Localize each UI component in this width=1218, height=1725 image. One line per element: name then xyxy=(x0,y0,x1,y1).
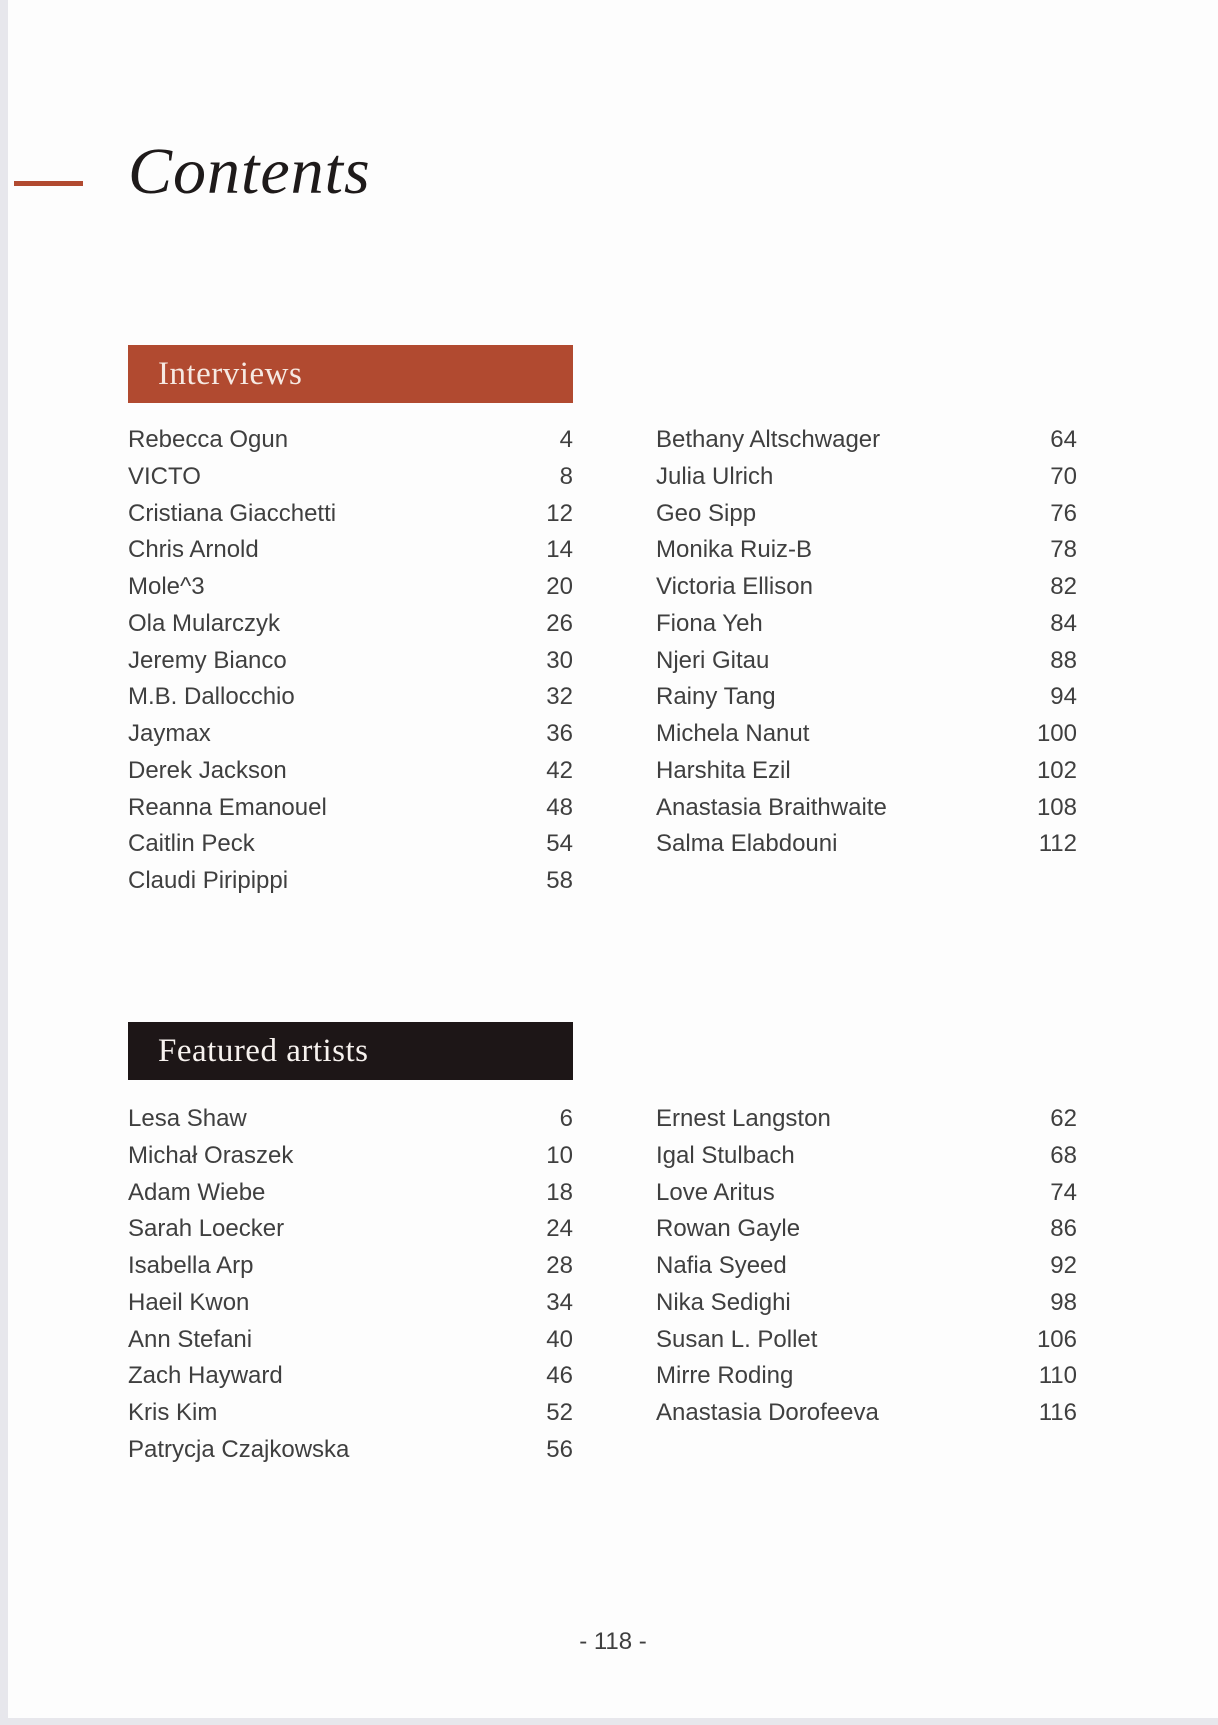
toc-entry xyxy=(128,422,573,459)
toc-column xyxy=(128,1101,573,1469)
toc-entry-name: Anastasia Braithwaite xyxy=(656,793,887,821)
toc-entry-page-number: 6 xyxy=(559,1105,573,1132)
section-entries-interviews xyxy=(128,422,1077,900)
toc-entry xyxy=(656,496,1077,533)
toc-entry-name: Mirre Roding xyxy=(656,1362,794,1390)
toc-entry xyxy=(656,716,1077,753)
toc-entry-page-number: 4 xyxy=(559,426,573,453)
toc-entry xyxy=(656,643,1077,680)
section-title: Interviews xyxy=(158,355,303,392)
toc-entry-name: Monika Ruiz-B xyxy=(656,536,813,564)
toc-entry-name: Ola Mularczyk xyxy=(128,609,281,637)
toc-entry-page-number: 108 xyxy=(1036,793,1077,821)
toc-entry-name: Rowan Gayle xyxy=(656,1215,801,1243)
toc-entry-page-number: 54 xyxy=(546,830,573,858)
toc-entry-page-number: 18 xyxy=(546,1178,573,1206)
toc-entry-page-number: 28 xyxy=(546,1252,573,1279)
toc-entry-name: Nafia Syeed xyxy=(656,1252,787,1279)
section-entries-featured-artists xyxy=(128,1101,1077,1469)
toc-entry xyxy=(128,1138,573,1175)
toc-entry-page-number: 26 xyxy=(546,609,573,637)
toc-entry-name: Nika Sedighi xyxy=(656,1288,791,1316)
toc-entry-name: Njeri Gitau xyxy=(656,646,770,674)
toc-entry-name: Adam Wiebe xyxy=(128,1178,266,1206)
toc-entry-page-number: 56 xyxy=(546,1435,573,1463)
toc-entry-page-number: 84 xyxy=(1050,609,1077,637)
toc-entry-page-number: 92 xyxy=(1050,1252,1077,1279)
toc-entry xyxy=(128,753,573,790)
toc-entry-page-number: 106 xyxy=(1036,1325,1077,1353)
toc-entry-name: Anastasia Dorofeeva xyxy=(656,1399,879,1426)
toc-entry xyxy=(128,790,573,827)
toc-entry-page-number: 48 xyxy=(546,793,573,821)
toc-entry-page-number: 8 xyxy=(559,462,573,490)
toc-entry-name: Michał Oraszek xyxy=(128,1141,294,1169)
toc-entry-page-number: 58 xyxy=(546,867,573,894)
section-title: Featured artists xyxy=(158,1032,369,1069)
toc-entry-page-number: 88 xyxy=(1050,646,1077,674)
toc-entry-name: Haeil Kwon xyxy=(128,1288,250,1316)
toc-entry-name: Harshita Ezil xyxy=(656,756,791,784)
toc-entry-page-number: 110 xyxy=(1038,1362,1077,1390)
toc-entry xyxy=(128,863,573,900)
page-edge-left xyxy=(0,0,8,1725)
page-title: Contents xyxy=(128,135,371,208)
toc-entry-name: Love Aritus xyxy=(656,1178,775,1206)
toc-entry-page-number: 32 xyxy=(546,683,573,711)
toc-entry-page-number: 86 xyxy=(1050,1215,1077,1243)
toc-entry-name: Derek Jackson xyxy=(128,756,287,784)
toc-entry-name: Mole^3 xyxy=(128,573,205,600)
toc-entry xyxy=(656,1395,1077,1432)
toc-entry xyxy=(656,1211,1077,1248)
toc-entry-name: Isabella Arp xyxy=(128,1252,254,1279)
toc-entry-page-number: 34 xyxy=(546,1288,573,1316)
toc-entry-page-number: 112 xyxy=(1038,830,1077,858)
toc-entry xyxy=(656,532,1077,569)
toc-entry-name: Lesa Shaw xyxy=(128,1105,247,1132)
toc-entry xyxy=(656,569,1077,606)
toc-entry-page-number: 74 xyxy=(1050,1178,1077,1206)
toc-entry-name: Jaymax xyxy=(128,720,211,747)
section-header-featured-artists xyxy=(128,1022,573,1080)
toc-entry xyxy=(656,1358,1077,1395)
toc-entry-page-number: 20 xyxy=(546,573,573,600)
toc-entry xyxy=(128,1211,573,1248)
toc-entry-page-number: 46 xyxy=(546,1362,573,1390)
toc-entry-name: M.B. Dallocchio xyxy=(128,683,295,711)
toc-entry-name: Salma Elabdouni xyxy=(656,830,838,858)
toc-entry-page-number: 14 xyxy=(546,536,573,564)
toc-entry-name: Claudi Piripippi xyxy=(128,867,289,894)
toc-entry-page-number: 78 xyxy=(1050,536,1077,564)
toc-entry-name: Michela Nanut xyxy=(656,720,810,747)
toc-entry-name: VICTO xyxy=(128,462,201,490)
toc-entry-page-number: 12 xyxy=(546,499,573,527)
toc-entry xyxy=(128,826,573,863)
toc-entry xyxy=(128,606,573,643)
toc-entry xyxy=(128,1358,573,1395)
toc-entry xyxy=(656,1138,1077,1175)
title-accent-dash xyxy=(14,181,83,186)
toc-entry xyxy=(128,496,573,533)
toc-column xyxy=(656,1101,1077,1469)
toc-entry xyxy=(128,1322,573,1359)
toc-entry xyxy=(128,569,573,606)
toc-column xyxy=(128,422,573,900)
page-edge-bottom xyxy=(0,1718,1218,1725)
toc-entry-name: Reanna Emanouel xyxy=(128,793,327,821)
toc-entry xyxy=(128,1175,573,1212)
toc-entry-name: Fiona Yeh xyxy=(656,609,763,637)
toc-entry xyxy=(128,1101,573,1138)
toc-entry-name: Patrycja Czajkowska xyxy=(128,1435,350,1463)
toc-entry xyxy=(656,1322,1077,1359)
section-featured-artists xyxy=(128,1022,1077,1469)
toc-entry-name: Cristiana Giacchetti xyxy=(128,499,337,527)
toc-entry-page-number: 62 xyxy=(1050,1105,1077,1132)
toc-entry xyxy=(656,459,1077,496)
toc-entry-name: Julia Ulrich xyxy=(656,462,774,490)
toc-entry-page-number: 42 xyxy=(546,756,573,784)
toc-entry-page-number: 116 xyxy=(1038,1399,1077,1426)
toc-column xyxy=(656,422,1077,900)
toc-entry-page-number: 68 xyxy=(1050,1141,1077,1169)
toc-entry-name: Ernest Langston xyxy=(656,1105,831,1132)
toc-entry xyxy=(656,790,1077,827)
toc-entry-name: Geo Sipp xyxy=(656,499,757,527)
toc-entry xyxy=(128,1432,573,1469)
toc-entry-page-number: 52 xyxy=(546,1399,573,1426)
toc-entry xyxy=(128,1395,573,1432)
toc-entry xyxy=(656,753,1077,790)
folio-page-number: - 118 - xyxy=(579,1628,647,1655)
toc-entry-page-number: 64 xyxy=(1050,426,1077,453)
toc-entry-name: Susan L. Pollet xyxy=(656,1325,818,1353)
toc-entry-name: Victoria Ellison xyxy=(656,573,813,600)
toc-entry xyxy=(656,1285,1077,1322)
toc-entry-name: Chris Arnold xyxy=(128,536,259,564)
toc-entry-name: Ann Stefani xyxy=(128,1325,253,1353)
toc-entry-name: Igal Stulbach xyxy=(656,1141,795,1169)
toc-entry-page-number: 76 xyxy=(1050,499,1077,527)
toc-entry xyxy=(128,679,573,716)
toc-entry-page-number: 98 xyxy=(1050,1288,1077,1316)
toc-entry-page-number: 70 xyxy=(1050,462,1077,490)
section-header-interviews xyxy=(128,345,573,403)
toc-entry-name: Rebecca Ogun xyxy=(128,426,289,453)
toc-entry xyxy=(656,1248,1077,1285)
toc-entry xyxy=(128,1285,573,1322)
toc-entry xyxy=(128,643,573,680)
toc-entry xyxy=(656,422,1077,459)
toc-entry-name: Jeremy Bianco xyxy=(128,646,287,674)
toc-entry-page-number: 100 xyxy=(1036,720,1077,747)
toc-entry xyxy=(656,606,1077,643)
toc-entry-name: Sarah Loecker xyxy=(128,1215,285,1243)
toc-entry-page-number: 40 xyxy=(546,1325,573,1353)
toc-entry-name: Caitlin Peck xyxy=(128,830,255,858)
section-interviews xyxy=(128,345,1077,900)
toc-entry xyxy=(128,459,573,496)
toc-entry-page-number: 102 xyxy=(1036,756,1077,784)
toc-entry-page-number: 36 xyxy=(546,720,573,747)
toc-entry xyxy=(656,1101,1077,1138)
toc-entry-name: Bethany Altschwager xyxy=(656,426,881,453)
toc-entry xyxy=(128,1248,573,1285)
toc-entry-name: Rainy Tang xyxy=(656,683,776,711)
toc-entry-page-number: 24 xyxy=(546,1215,573,1243)
toc-entry-name: Zach Hayward xyxy=(128,1362,283,1390)
toc-entry-page-number: 82 xyxy=(1050,573,1077,600)
toc-entry xyxy=(656,826,1077,863)
toc-entry-page-number: 30 xyxy=(546,646,573,674)
toc-entry-name: Kris Kim xyxy=(128,1399,218,1426)
toc-entry xyxy=(656,1175,1077,1212)
toc-entry xyxy=(128,716,573,753)
toc-entry-page-number: 94 xyxy=(1050,683,1077,711)
toc-entry-page-number: 10 xyxy=(546,1141,573,1169)
toc-entry xyxy=(656,679,1077,716)
toc-entry xyxy=(128,532,573,569)
